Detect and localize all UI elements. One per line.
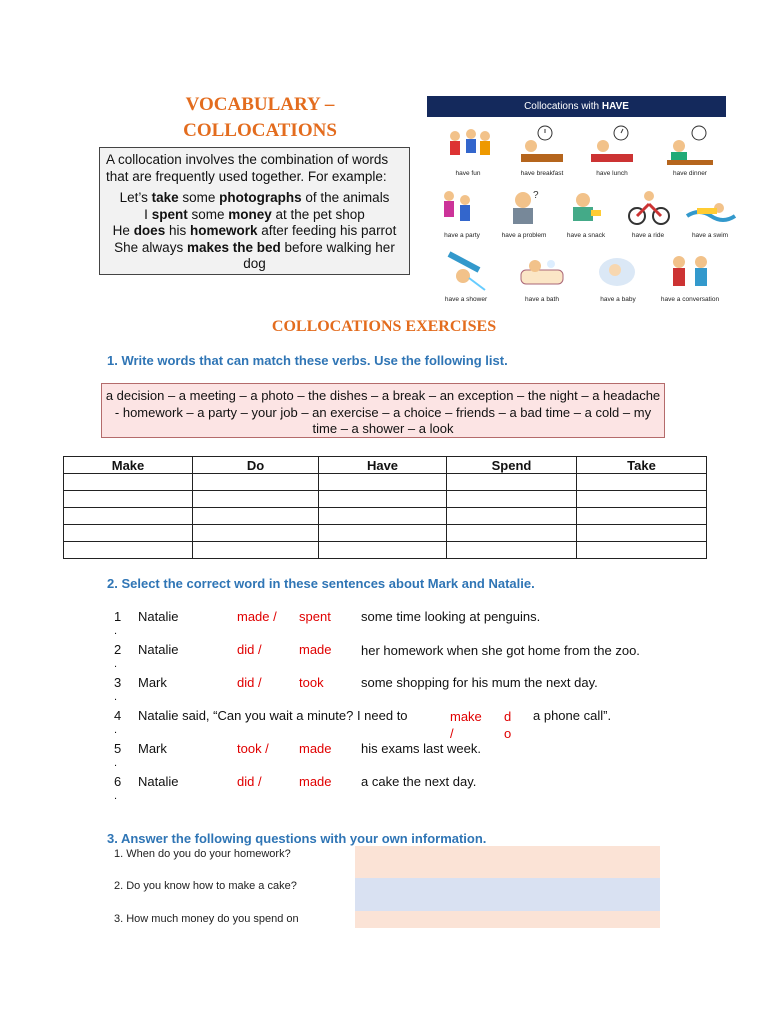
- example-text: after feeding his parrot: [257, 223, 397, 238]
- picture-caption: have a swim: [691, 232, 729, 239]
- swimmer-icon: [683, 186, 737, 230]
- example-sentence: [104, 207, 405, 224]
- sentence-rest: his exams last week.: [361, 741, 481, 756]
- example-noun: homework: [189, 223, 258, 238]
- answer-cell[interactable]: [319, 474, 447, 491]
- bicycle-ride-icon: [621, 186, 675, 230]
- image-header-bold: HAVE: [601, 101, 629, 112]
- answer-cell[interactable]: [447, 525, 577, 542]
- sentence-row: [114, 774, 674, 808]
- picture-caption: have fun: [455, 170, 481, 177]
- answer-cell[interactable]: [577, 474, 707, 491]
- collocation-picture: [655, 124, 725, 186]
- answer-cell[interactable]: [193, 491, 319, 508]
- example-verb: spent: [151, 206, 188, 222]
- snack-kid-icon: [559, 186, 613, 230]
- example-verb: makes the bed: [186, 239, 281, 255]
- collocation-picture: [431, 250, 501, 312]
- option-1[interactable]: made /: [237, 609, 277, 624]
- sentence-number: 1: [114, 609, 122, 624]
- number-dot: .: [114, 625, 118, 637]
- sentence-number: 4: [114, 708, 122, 723]
- sentence-rest: her homework when she got home from the zoo.: [361, 643, 640, 658]
- title-line-1: VOCABULARY –: [185, 94, 335, 115]
- example-verb: take: [151, 190, 179, 205]
- picture-caption: have a bath: [525, 296, 559, 303]
- bathtub-icon: [515, 250, 569, 294]
- answer-field-1[interactable]: [355, 846, 660, 878]
- image-header: [427, 96, 726, 117]
- collocation-picture: [489, 186, 559, 248]
- sentence-subject: Natalie said, “Can you wait a minute? I need to: [138, 708, 408, 723]
- exercise-1-heading: 1. Write words that can match these verbs. Use the following list.: [107, 353, 508, 368]
- answer-cell[interactable]: [193, 525, 319, 542]
- verb-table: [63, 456, 707, 559]
- table-row: [64, 474, 707, 491]
- collocation-picture: [577, 124, 647, 186]
- collocation-picture: [507, 124, 577, 186]
- option-2[interactable]: made: [299, 642, 332, 657]
- question-3: 3. How much money do you spend on: [114, 913, 299, 925]
- sentence-rest: a phone call”.: [533, 708, 612, 723]
- example-text: She always: [114, 239, 187, 255]
- section-title: COLLOCATIONS EXERCISES: [271, 318, 497, 335]
- answer-cell[interactable]: [577, 525, 707, 542]
- option-2[interactable]: made: [299, 774, 332, 789]
- sentence-rest: some shopping for his mum the next day.: [361, 675, 598, 690]
- shower-icon: [439, 250, 493, 294]
- column-header-make: Make: [64, 457, 193, 474]
- column-header-do: Do: [193, 457, 319, 474]
- sentence-subject: Natalie: [138, 774, 179, 789]
- example-sentence: [104, 223, 405, 240]
- picture-caption: have a snack: [566, 232, 606, 239]
- option-1[interactable]: did /: [237, 675, 262, 690]
- example-verb: does: [133, 223, 166, 238]
- number-dot: .: [114, 790, 118, 802]
- sentence-number: 5: [114, 741, 122, 756]
- column-header-spend: Spend: [447, 457, 577, 474]
- collocation-picture: [507, 250, 577, 312]
- answer-cell[interactable]: [64, 491, 193, 508]
- breakfast-clock-icon: [515, 124, 569, 168]
- have-collocations-image: [427, 96, 729, 310]
- sentence-number: 2: [114, 642, 122, 657]
- sentence-rest: some time looking at penguins.: [361, 609, 541, 624]
- question-1: 1. When do you do your homework?: [114, 848, 291, 860]
- example-text: I: [144, 206, 152, 222]
- answer-cell[interactable]: [193, 474, 319, 491]
- answer-field-3[interactable]: [355, 911, 660, 928]
- collocation-picture: [427, 186, 497, 248]
- sentence-subject: Mark: [138, 675, 167, 690]
- picture-caption: have a baby: [600, 296, 636, 303]
- picture-caption: have a ride: [631, 232, 665, 239]
- answer-cell[interactable]: [64, 525, 193, 542]
- picture-caption: have a shower: [444, 296, 488, 303]
- option-1[interactable]: took /: [237, 741, 269, 756]
- party-people-icon: [441, 124, 495, 168]
- table-row: [64, 542, 707, 559]
- image-header-text: Collocations with: [524, 101, 602, 112]
- sentence-row: [114, 675, 674, 709]
- table-row: [64, 525, 707, 542]
- example-noun: photographs: [219, 190, 302, 205]
- collocation-picture: [655, 250, 725, 312]
- option-1[interactable]: make /: [450, 709, 482, 741]
- picture-caption: have lunch: [596, 170, 628, 177]
- column-header-have: Have: [319, 457, 447, 474]
- collocation-picture: [551, 186, 621, 248]
- exercise-2-heading: 2. Select the correct word in these sentences about Mark and Natalie.: [107, 576, 535, 591]
- answer-cell[interactable]: [64, 542, 193, 559]
- example-text: of the animals: [301, 190, 390, 205]
- answer-cell[interactable]: [577, 491, 707, 508]
- answer-cell[interactable]: [447, 491, 577, 508]
- answer-cell[interactable]: [193, 508, 319, 525]
- answer-cell[interactable]: [447, 474, 577, 491]
- sentence-subject: Natalie: [138, 609, 179, 624]
- option-2[interactable]: spent: [299, 609, 331, 624]
- table-header-row: [64, 457, 707, 474]
- example-text: his: [165, 223, 190, 238]
- answer-field-2[interactable]: [355, 878, 660, 911]
- example-text: before walking her dog: [243, 239, 395, 271]
- table-body: [64, 474, 707, 559]
- answer-cell[interactable]: [319, 542, 447, 559]
- answer-cell[interactable]: [447, 542, 577, 559]
- sentence-number: 3: [114, 675, 122, 690]
- option-2[interactable]: took: [299, 675, 324, 690]
- definition-box: [99, 147, 410, 275]
- example-text: Let’s: [119, 190, 152, 205]
- sentence-row: [114, 642, 674, 676]
- page-title: [150, 92, 370, 144]
- number-dot: .: [114, 724, 118, 736]
- sentence-row: [114, 708, 674, 742]
- exercise-3-heading: 3. Answer the following questions with your own information.: [107, 831, 487, 846]
- lunch-clock-icon: [585, 124, 639, 168]
- sentence-number: 6: [114, 774, 122, 789]
- answer-cell[interactable]: [319, 491, 447, 508]
- option-1[interactable]: did /: [237, 774, 262, 789]
- answer-cell[interactable]: [319, 508, 447, 525]
- option-1[interactable]: did /: [237, 642, 262, 657]
- column-header-take: Take: [577, 457, 707, 474]
- sentence-row: [114, 741, 674, 775]
- answer-cell[interactable]: [193, 542, 319, 559]
- example-text: some: [178, 190, 220, 205]
- answer-cell[interactable]: [447, 508, 577, 525]
- example-text: He: [112, 223, 134, 238]
- picture-caption: have dinner: [673, 170, 707, 177]
- word-list-box: a decision – a meeting – a photo – the dishes – a break – an exception – the night – a headache - homework – a party – your job – an exercise – a choice – friends – a bad time – a cold – my time – a shower – a look: [101, 383, 665, 438]
- sentence-subject: Natalie: [138, 642, 179, 657]
- example-sentence: [104, 240, 405, 273]
- collocation-picture: [433, 124, 503, 186]
- baby-icon: [591, 250, 645, 294]
- collocation-picture: [613, 186, 683, 248]
- title-line-2: COLLOCATIONS: [183, 120, 337, 141]
- sentence-subject: Mark: [138, 741, 167, 756]
- problem-person-icon: [497, 186, 551, 230]
- picture-caption: have a conversation: [660, 296, 720, 303]
- answer-cell[interactable]: [577, 542, 707, 559]
- definition-text: A collocation involves the combination of words that are frequently used together. For example:: [106, 152, 389, 184]
- option-2[interactable]: do: [504, 709, 512, 741]
- picture-caption: have a problem: [501, 232, 547, 239]
- conversation-icon: [663, 250, 717, 294]
- picture-caption: have breakfast: [520, 170, 564, 177]
- collocation-picture: [675, 186, 745, 248]
- sentence-row: [114, 609, 674, 643]
- number-dot: .: [114, 691, 118, 703]
- number-dot: .: [114, 757, 118, 769]
- example-sentence: [104, 190, 405, 207]
- party-dancers-icon: [435, 186, 489, 230]
- answer-cell[interactable]: [577, 508, 707, 525]
- picture-caption: have a party: [444, 232, 480, 239]
- answer-cell[interactable]: [64, 508, 193, 525]
- dinner-clock-icon: [663, 124, 717, 168]
- svg-text:?: ?: [533, 190, 539, 201]
- table-row: [64, 508, 707, 525]
- example-noun: money: [228, 206, 272, 222]
- answer-cell[interactable]: [64, 474, 193, 491]
- table-row: [64, 491, 707, 508]
- collocation-picture: [583, 250, 653, 312]
- example-text: at the pet shop: [271, 206, 365, 222]
- sentence-rest: a cake the next day.: [361, 774, 477, 789]
- example-text: some: [187, 206, 229, 222]
- question-2: 2. Do you know how to make a cake?: [114, 880, 297, 892]
- option-2[interactable]: made: [299, 741, 332, 756]
- answer-cell[interactable]: [319, 525, 447, 542]
- number-dot: .: [114, 658, 118, 670]
